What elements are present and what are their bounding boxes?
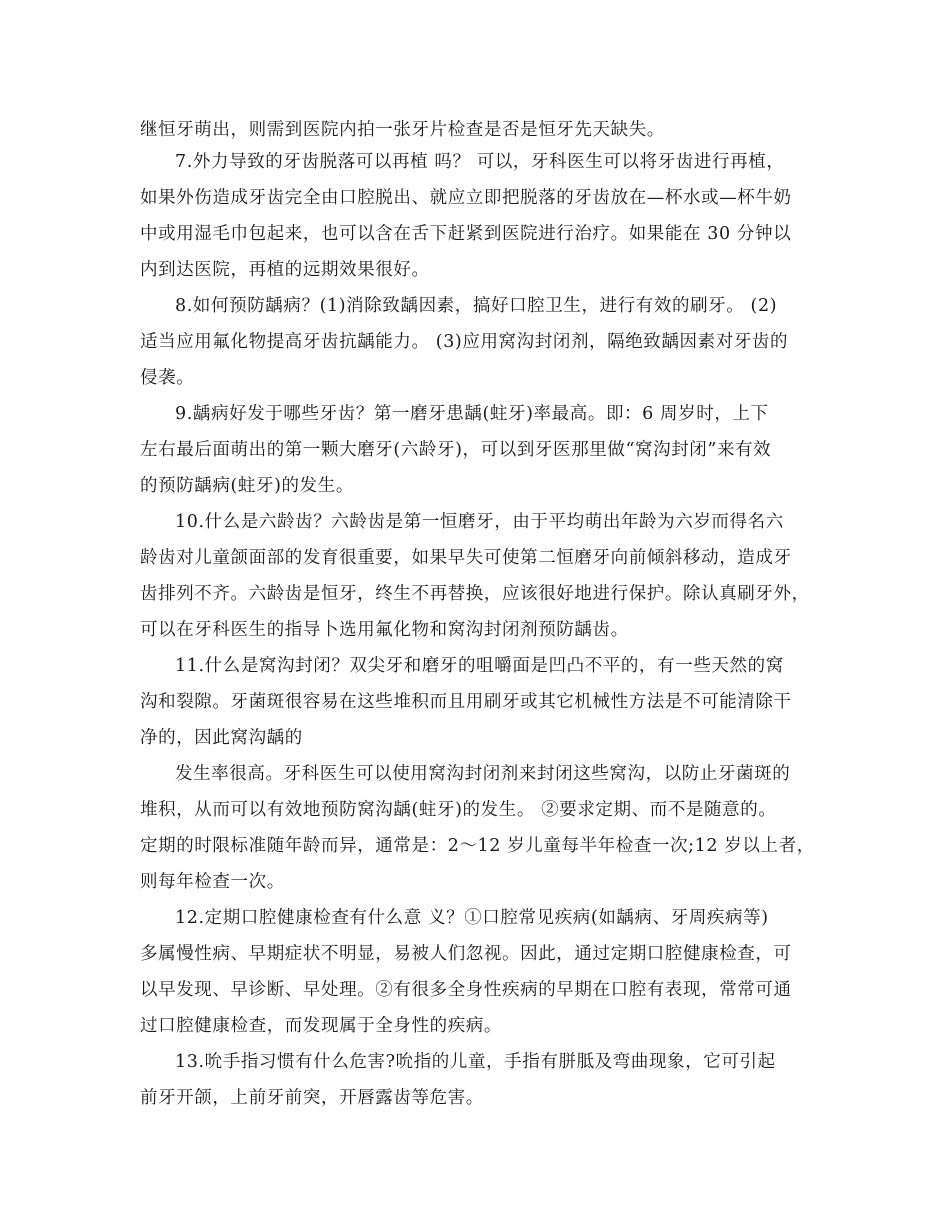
text-line-20: 堆积，从而可以有效地预防窝沟龋(蛀牙)的发生。 ②要求定期、而不是随意的。 xyxy=(140,800,777,820)
text-line-10: 左右最后面萌出的第一颗大磨牙(六龄牙)，可以到牙医那里做“窝沟封闭”来有效 xyxy=(140,440,772,460)
text-line-22: 则每年检查一次。 xyxy=(140,872,285,892)
text-line-21: 定期的时限标准随年龄而异，通常是：2～12 岁儿童每半年检查一次;12 岁以上者， xyxy=(140,836,815,856)
text-line-2: 7.外力导致的牙齿脱落可以再植 吗？ 可以，牙科医生可以将牙齿进行再植， xyxy=(175,152,785,172)
text-line-15: 可以在牙科医生的指导卜选用氟化物和窝沟封闭剂预防龋齿。 xyxy=(140,620,629,640)
text-line-23: 12.定期口腔健康检查有什么意 义？①口腔常见疾病(如龋病、牙周疾病等) xyxy=(175,908,769,928)
text-line-6: 8.如何预防龋病？(1)消除致龋因素，搞好口腔卫生，进行有效的刷牙。 (2) xyxy=(175,296,778,316)
text-line-5: 内到达医院，再植的远期效果很好。 xyxy=(140,260,430,280)
text-line-27: 13.吮手指习惯有什么危害?吮指的儿童，手指有胼胝及弯曲现象，它可引起 xyxy=(175,1052,776,1072)
text-line-3: 如果外伤造成牙齿完全由口腔脱出、就应立即把脱落的牙齿放在—杯水或—杯牛奶 xyxy=(140,188,792,208)
text-line-7: 适当应用氟化物提高牙齿抗龋能力。 (3)应用窝沟封闭剂，隔绝致龋因素对牙齿的 xyxy=(140,332,789,352)
text-line-1: 继恒牙萌出，则需到医院内拍一张牙片检查是否是恒牙先天缺失。 xyxy=(140,120,665,140)
text-line-24: 多属慢性病、早期症状不明显，易被人们忽视。因此，通过定期口腔健康检查，可 xyxy=(140,944,792,964)
text-line-4: 中或用湿毛巾包起来，也可以含在舌下赶紧到医院进行治疗。如果能在 30 分钟以 xyxy=(140,224,792,244)
text-line-28: 前牙开颌，上前牙前突，开唇露齿等危害。 xyxy=(140,1088,484,1108)
text-line-18: 净的，因此窝沟龋的 xyxy=(140,728,303,748)
text-line-16: 11.什么是窝沟封闭？双尖牙和磨牙的咀嚼面是凹凸不平的，有一些天然的窝 xyxy=(175,656,784,676)
text-line-13: 龄齿对儿童颌面部的发育很重要，如果早失可使第二恒磨牙向前倾斜移动，造成牙 xyxy=(140,548,792,568)
text-line-25: 以早发现、早诊断、早处理。②有很多全身性疾病的早期在口腔有表现，常常可通 xyxy=(140,980,792,1000)
text-line-14: 齿排列不齐。六龄齿是恒牙，终生不再替换，应该很好地进行保护。除认真刷牙外， xyxy=(140,584,810,604)
text-line-19: 发生率很高。牙科医生可以使用窝沟封闭剂来封闭这些窝沟，以防止牙菌斑的 xyxy=(175,764,791,784)
text-line-8: 侵袭。 xyxy=(140,368,195,388)
text-line-11: 的预防龋病(蛀牙)的发生。 xyxy=(140,476,354,496)
text-line-12: 10.什么是六龄齿？六龄齿是第一恒磨牙，由于平均萌出年龄为六岁而得名六 xyxy=(175,512,784,532)
text-line-9: 9.龋病好发于哪些牙齿？第一磨牙患龋(蛀牙)率最高。即：6 周岁时，上下 xyxy=(175,404,769,424)
text-line-26: 过口腔健康检查，而发现属于全身性的疾病。 xyxy=(140,1016,502,1036)
text-line-17: 沟和裂隙。牙菌斑很容易在这些堆积而且用刷牙或其它机械性方法是不可能清除干 xyxy=(140,692,792,712)
